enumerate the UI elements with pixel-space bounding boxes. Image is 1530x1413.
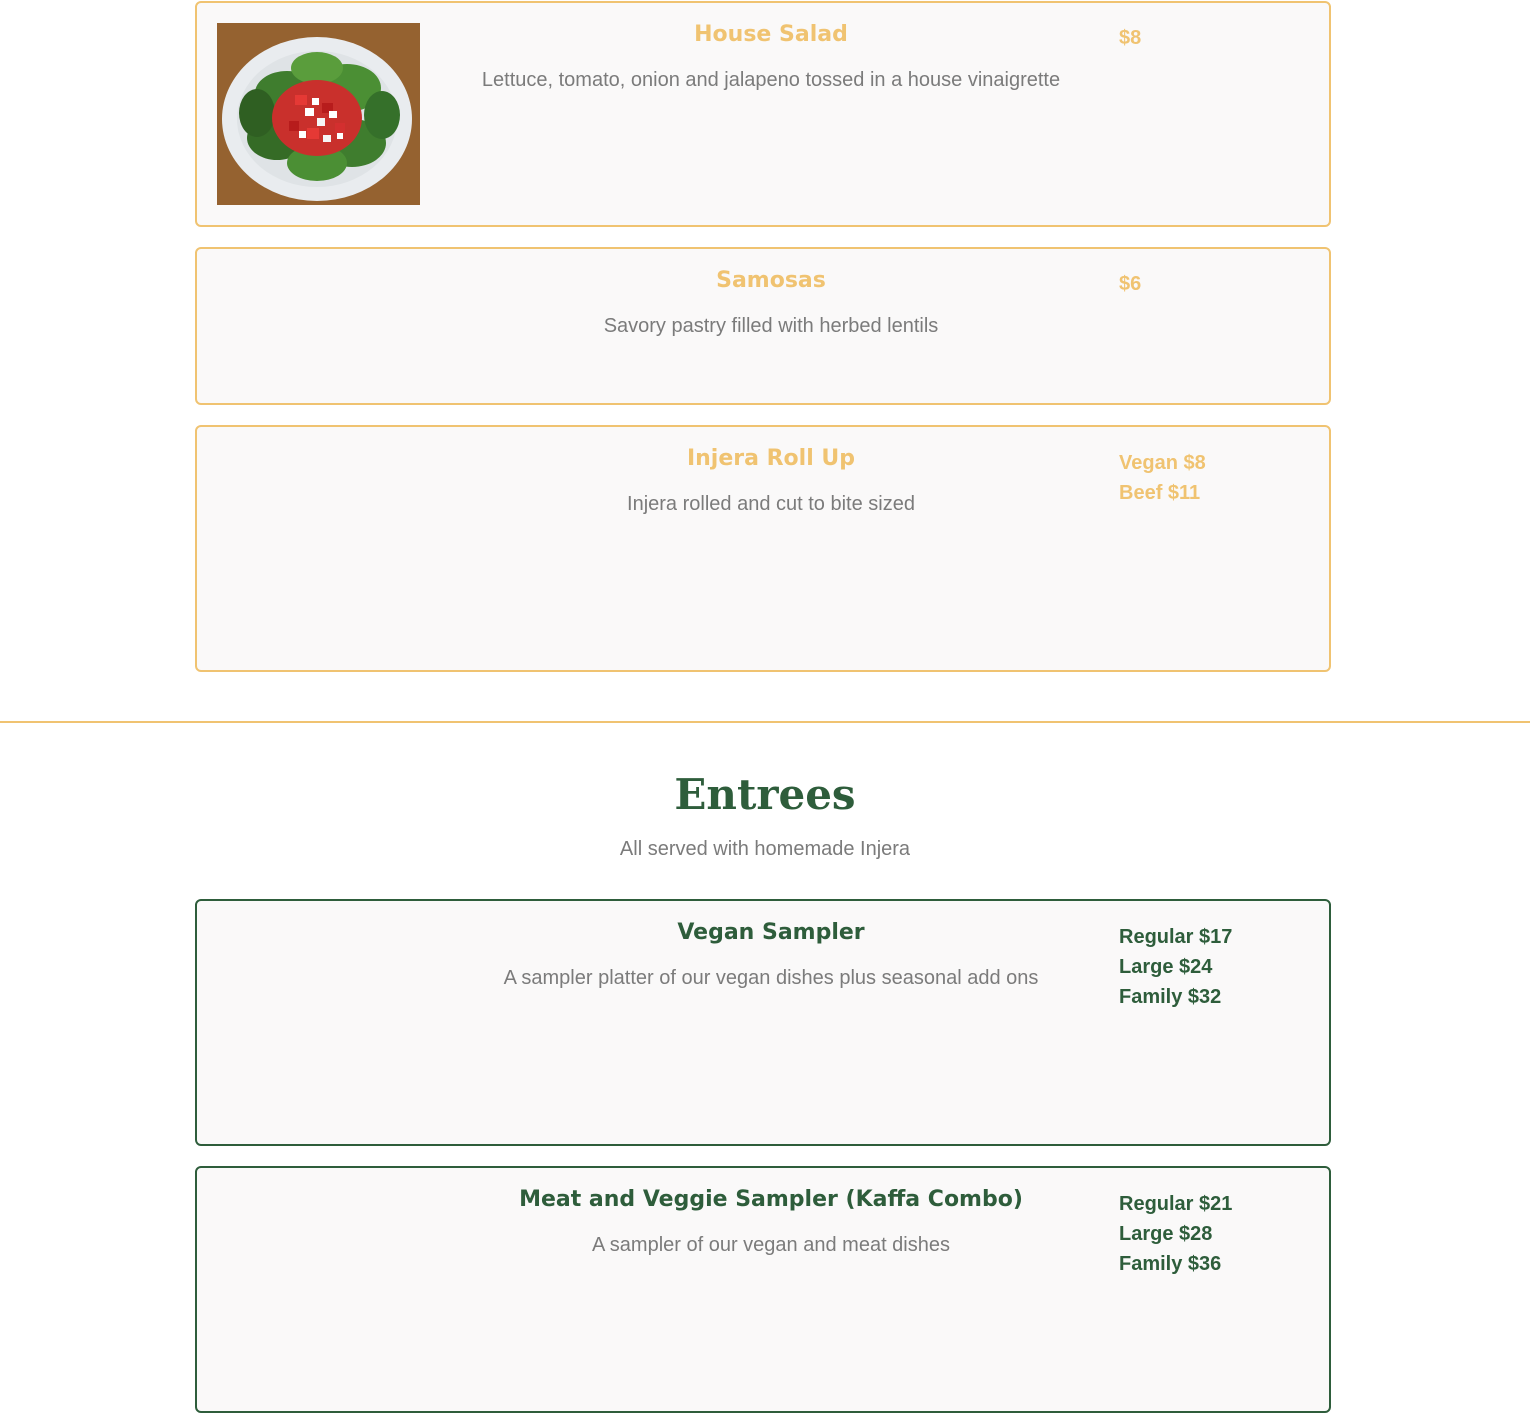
price-label: Family $32	[1119, 986, 1222, 1008]
price-label: Regular $17	[1119, 926, 1233, 948]
menu-item-vegan-sampler	[195, 899, 1331, 1146]
price-label: Beef $11	[1119, 482, 1201, 504]
menu-item-house-salad	[195, 1, 1331, 227]
menu-item-prices	[1119, 448, 1206, 508]
price-label: Family $36	[1119, 1253, 1222, 1275]
menu-item-prices	[1119, 922, 1232, 1012]
menu-item-description: A sampler platter of our vegan dishes plus seasonal add ons	[503, 967, 1039, 989]
price-label: Regular $21	[1119, 1193, 1233, 1215]
salad-plate-image	[217, 23, 420, 205]
price-label: Large $28	[1119, 1223, 1213, 1245]
price-label: Large $24	[1119, 956, 1213, 978]
menu-item-samosas	[195, 247, 1331, 405]
house-salad-photo	[217, 23, 420, 205]
price-label: $8	[1119, 27, 1142, 49]
menu-item-description: Savory pastry filled with herbed lentils	[603, 315, 939, 337]
menu-item-description: A sampler of our vegan and meat dishes	[592, 1234, 950, 1256]
section-subtitle: All served with homemade Injera	[619, 838, 911, 860]
menu-item-title: Samosas	[716, 268, 826, 293]
price-label: Vegan $8	[1119, 452, 1206, 474]
menu-item-prices	[1119, 1189, 1232, 1279]
section-title-entrees: Entrees	[674, 770, 856, 819]
section-divider	[0, 721, 1530, 723]
price-label: $6	[1119, 273, 1142, 295]
menu-item-injera-roll-up	[195, 425, 1331, 672]
menu-item-title: House Salad	[694, 22, 848, 47]
menu-item-title: Injera Roll Up	[686, 446, 856, 471]
menu-item-description: Lettuce, tomato, onion and jalapeno tossed in a house vinaigrette	[481, 69, 1061, 91]
menu-item-description: Injera rolled and cut to bite sized	[627, 493, 915, 515]
menu-item-prices	[1119, 269, 1141, 299]
menu-item-prices	[1119, 23, 1141, 53]
menu-item-title: Vegan Sampler	[677, 920, 865, 945]
menu-item-kaffa-combo	[195, 1166, 1331, 1413]
menu-item-title: Meat and Veggie Sampler (Kaffa Combo)	[519, 1187, 1023, 1212]
